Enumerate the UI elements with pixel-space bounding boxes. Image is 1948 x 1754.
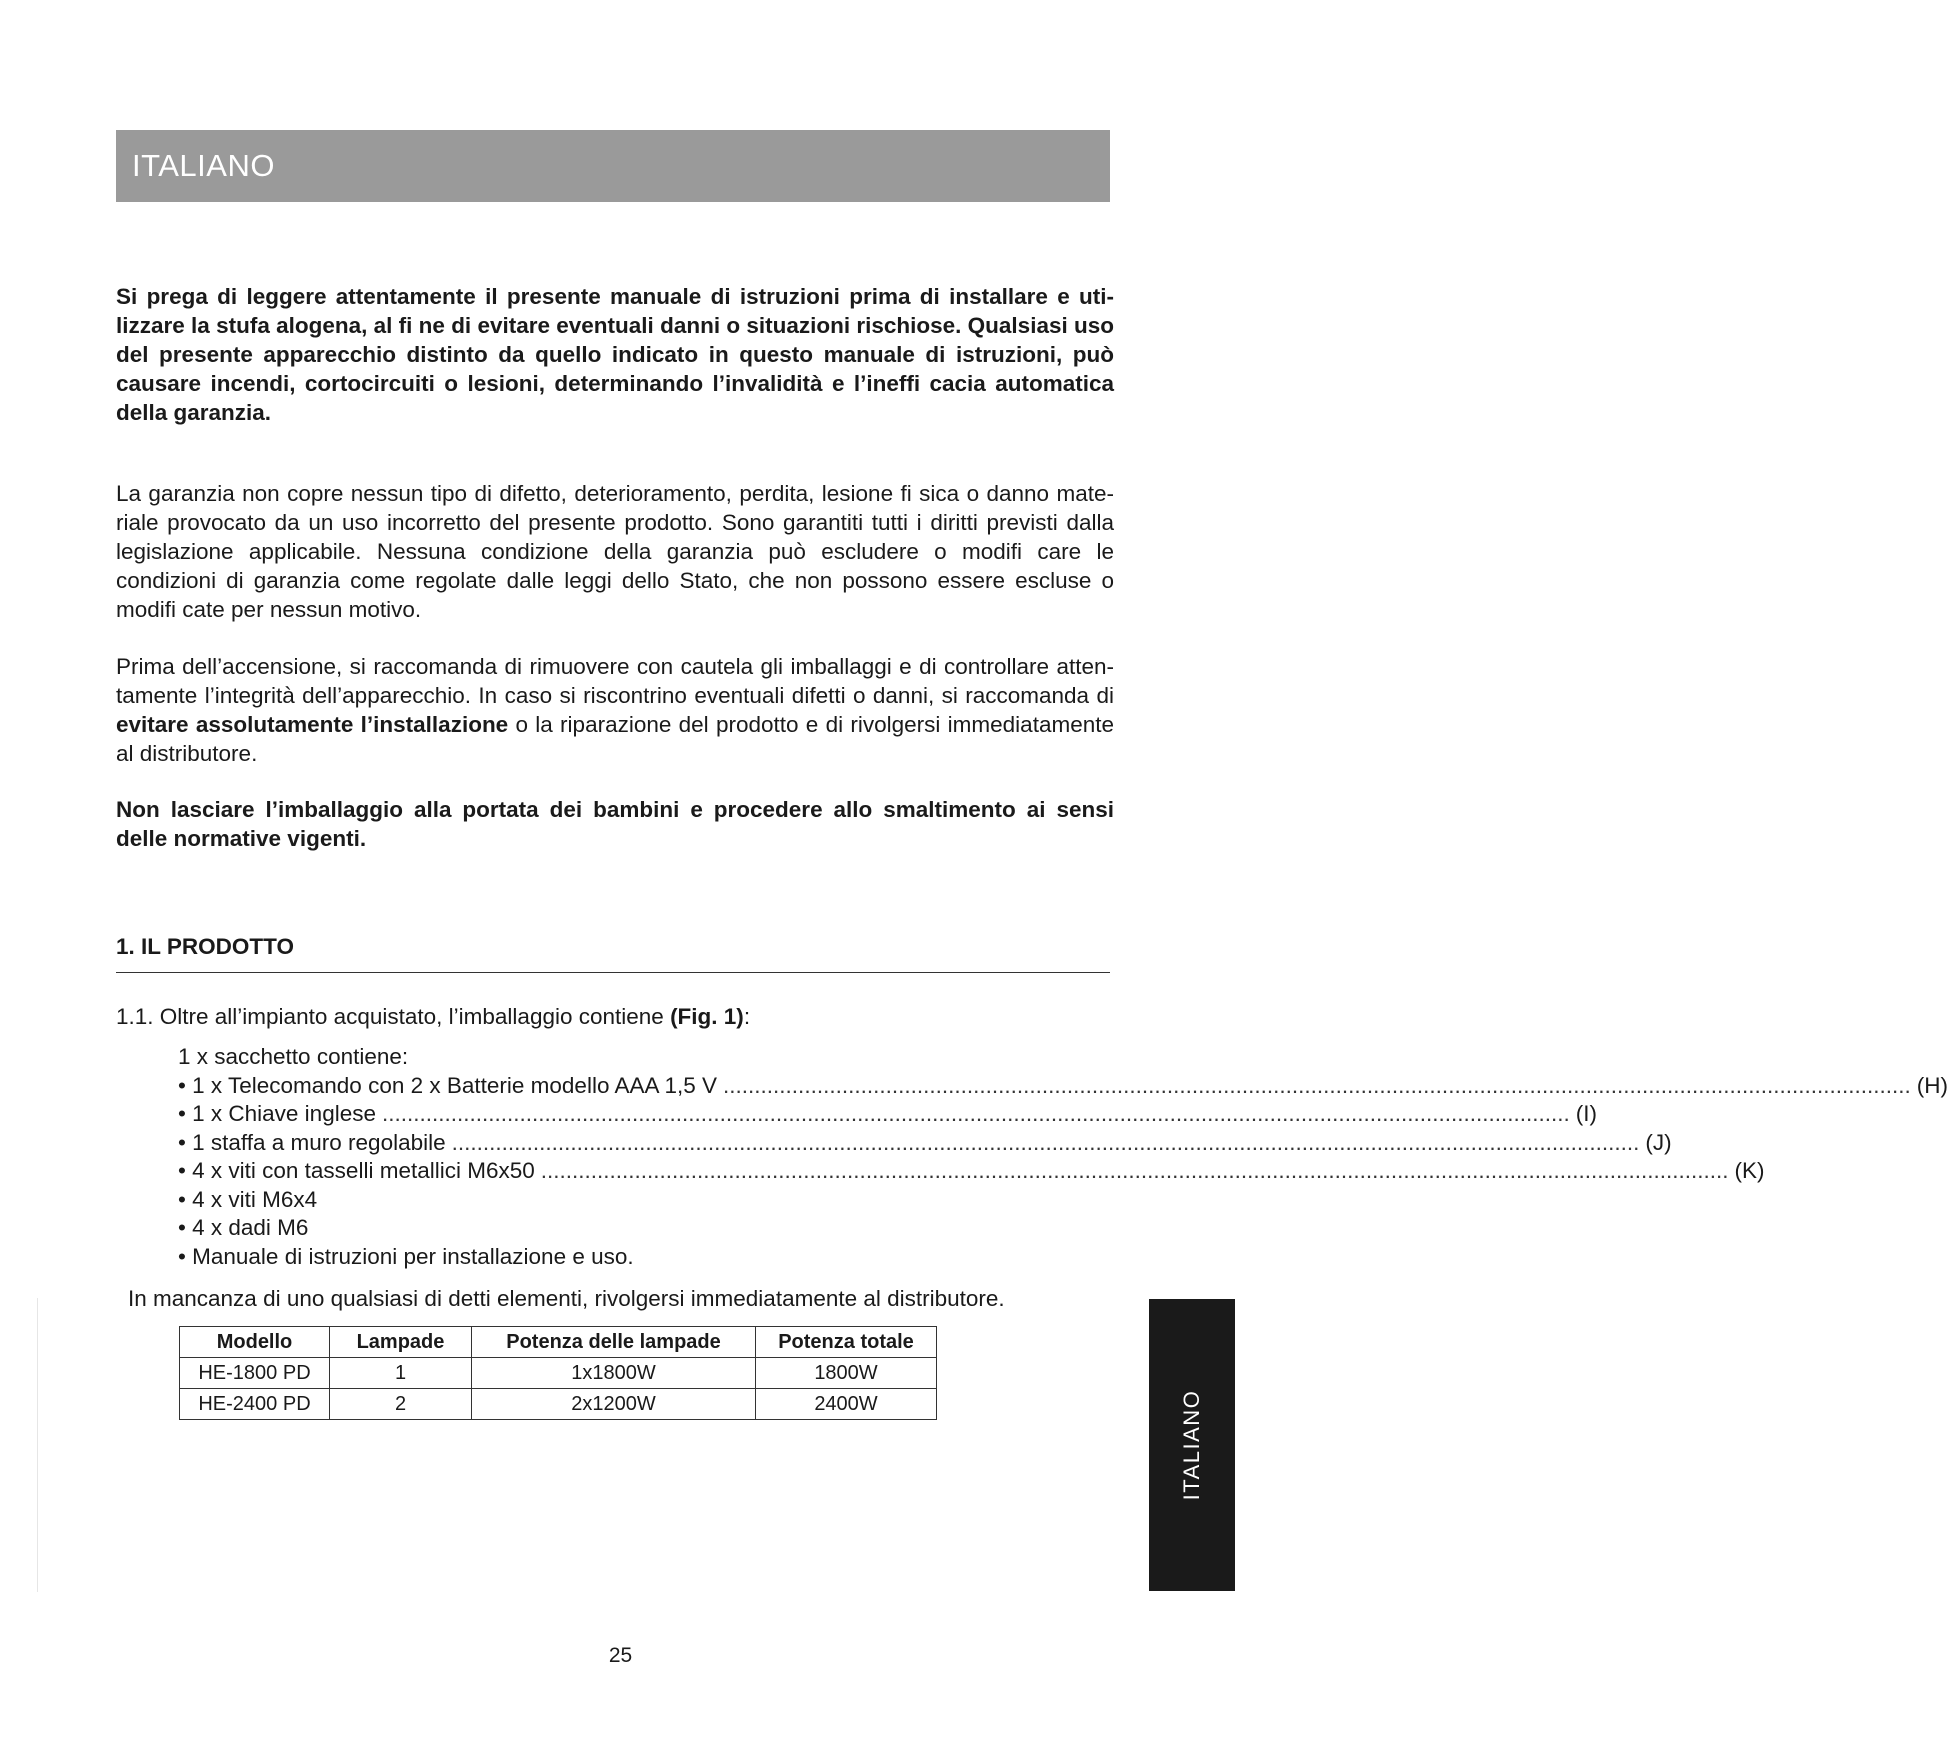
item-1-1 bbox=[116, 1002, 750, 1031]
list-item bbox=[178, 1129, 1672, 1158]
list-item-code: (H) bbox=[1916, 1072, 1948, 1098]
leader-dots: .............................................................................................................................................................................................. bbox=[723, 1072, 1911, 1098]
missing-items-note: In mancanza di uno qualsiasi di detti elementi, rivolgersi immediatamente al distributore. bbox=[128, 1286, 1005, 1311]
intro-paragraph: Si prega di leggere attentamente il presente manuale di istruzioni prima di installare e utilizzare la stufa alogena, al fi ne di evitare eventuali danni o situazioni rischiose. Qualsiasi uso del presente apparecchio distinto da quello indicato in questo manuale di istruzioni, può causare incendi, cortocircuiti o lesioni, determinando l’invalidità e l’ineffi cacia automatica della garanzia. bbox=[116, 284, 1114, 425]
list-item: • Manuale di istruzioni per installazione e uso. bbox=[178, 1243, 634, 1269]
table-header: Potenza totale bbox=[756, 1327, 937, 1358]
margin-line bbox=[37, 1298, 38, 1592]
table-cell: HE-1800 PD bbox=[180, 1358, 330, 1389]
list-item-label: • 4 x viti con tasselli metallici M6x50 bbox=[178, 1158, 535, 1183]
table-header-row bbox=[180, 1327, 937, 1358]
warranty-paragraph: La garanzia non copre nessun tipo di difetto, deterioramento, perdita, lesione fi sica o danno materiale provocato da un uso incorretto del presente prodotto. Sono garantiti tutti i diritti previsti dalla legislazione applicabile. Nessuna condizione della garanzia può escludere o modifi care le condizioni di garanzia come regolate dalle leggi dello Stato, che non possono essere escluse o modifi cate per nessun motivo. bbox=[116, 481, 1114, 622]
table-cell: 1x1800W bbox=[472, 1358, 756, 1389]
table-cell: HE-2400 PD bbox=[180, 1389, 330, 1420]
list-item-label: • 1 x Telecomando con 2 x Batterie modello AAA 1,5 V bbox=[178, 1072, 718, 1098]
list-item bbox=[178, 1072, 1948, 1101]
list-item-code: (J) bbox=[1645, 1129, 1672, 1155]
figure-reference: (Fig. 1) bbox=[670, 1004, 744, 1029]
side-tab-label: ITALIANO bbox=[1179, 1389, 1204, 1501]
table-cell: 1800W bbox=[756, 1358, 937, 1389]
table-header: Lampade bbox=[330, 1327, 472, 1358]
list-item bbox=[178, 1100, 1597, 1129]
leader-dots: .............................................................................................................................................................................................. bbox=[451, 1129, 1640, 1155]
list-item-label: • 1 x Chiave inglese bbox=[178, 1101, 376, 1126]
table-cell: 1 bbox=[330, 1358, 472, 1389]
unpacking-text-after: o la riparazione del prodotto e di rivolgersi immediatamente al distributore. bbox=[116, 712, 1114, 766]
list-item-label: • 1 staffa a muro regolabile bbox=[178, 1129, 446, 1155]
list-item: • 4 x dadi M6 bbox=[178, 1215, 309, 1240]
language-side-tab bbox=[1149, 1299, 1235, 1591]
list-item: • 4 x viti M6x4 bbox=[178, 1186, 318, 1212]
page-number: 25 bbox=[608, 1644, 633, 1667]
table-header: Modello bbox=[180, 1327, 330, 1358]
section-title: 1. IL PRODOTTO bbox=[116, 934, 294, 959]
unpacking-text-emphasis: evitare assolutamente l’installazione bbox=[116, 712, 509, 737]
children-warning: Non lasciare l’imballaggio alla portata dei bambini e procedere allo smaltimento ai sensi delle normative vigenti. bbox=[116, 797, 1114, 851]
item-1-1-colon: : bbox=[743, 1004, 751, 1029]
unpacking-text-before: Prima dell’accensione, si raccomanda di rimuovere con cautela gli imballaggi e di controllare attentamente l’integrità dell’apparecchio. In caso si riscontrino eventuali difetti o danni, si raccomanda di bbox=[116, 654, 1114, 708]
package-contents bbox=[178, 1043, 1948, 1271]
language-banner: ITALIANO bbox=[116, 130, 1110, 202]
list-item-code: (I) bbox=[1575, 1101, 1597, 1126]
table-row bbox=[180, 1389, 937, 1420]
list-item-code: (K) bbox=[1734, 1158, 1765, 1183]
table-cell: 2x1200W bbox=[472, 1389, 756, 1420]
leader-dots: .............................................................................................................................................................................................. bbox=[540, 1158, 1729, 1183]
list-item bbox=[178, 1157, 1765, 1186]
table-header: Potenza delle lampade bbox=[472, 1327, 756, 1358]
item-1-1-text: 1.1. Oltre all’impianto acquistato, l’imballaggio contiene bbox=[116, 1004, 671, 1029]
specs-table bbox=[179, 1326, 937, 1420]
table-cell: 2400W bbox=[756, 1389, 937, 1420]
unpacking-paragraph bbox=[116, 652, 1114, 768]
section-divider bbox=[116, 972, 1110, 973]
package-heading: 1 x sacchetto contiene: bbox=[178, 1044, 409, 1069]
table-row bbox=[180, 1358, 937, 1389]
leader-dots: .............................................................................................................................................................................................. bbox=[382, 1101, 1570, 1126]
table-cell: 2 bbox=[330, 1389, 472, 1420]
